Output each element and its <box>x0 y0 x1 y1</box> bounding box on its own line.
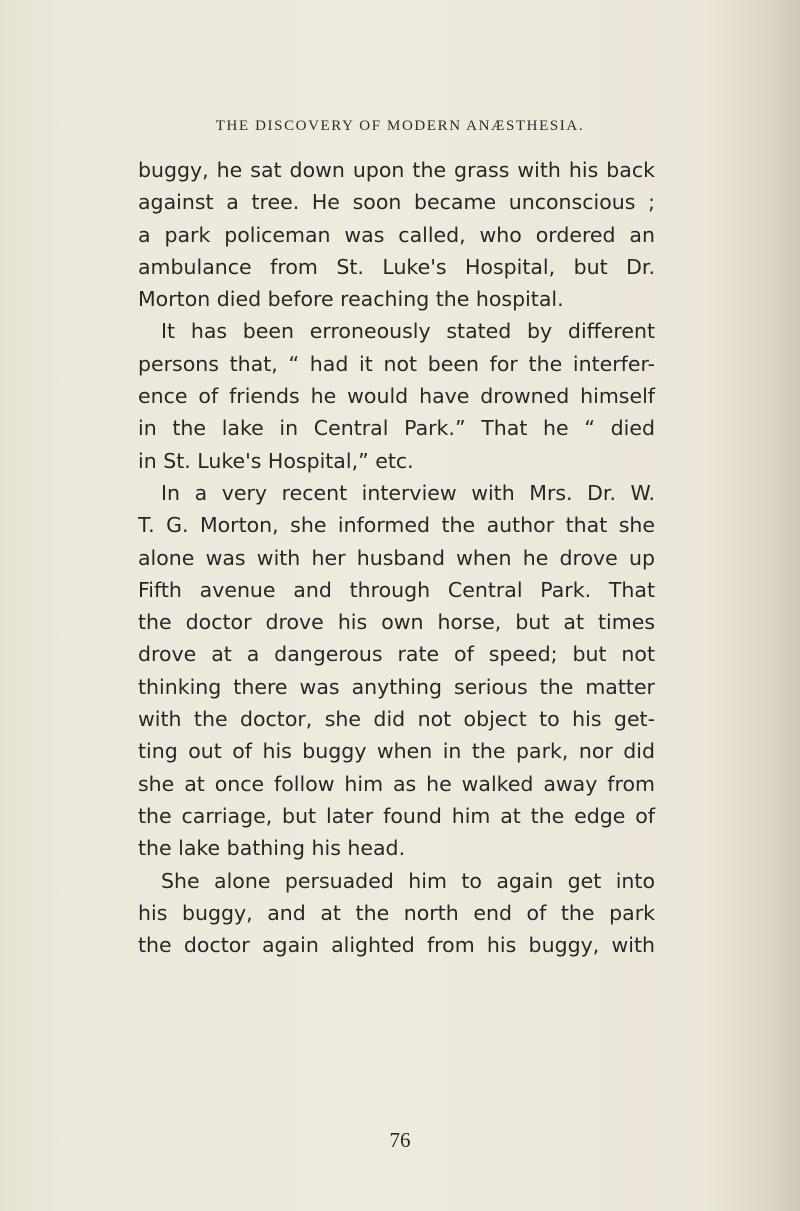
text-line: the doctor drove his own horse, but at times <box>138 610 655 635</box>
text-line: Morton died before reaching the hospital. <box>138 287 564 312</box>
running-head: THE DISCOVERY OF MODERN ANÆSTHESIA. <box>215 118 585 134</box>
text-line: buggy, he sat down upon the grass with his back <box>138 158 655 182</box>
text-line: persons that, “ had it not been for the interfer- <box>138 351 655 376</box>
text-line: his buggy, and at the north end of the park <box>138 900 655 925</box>
text-line: drove at a dangerous rate of speed; but not <box>138 642 655 667</box>
page-number: 76 <box>389 1128 411 1152</box>
text-line: in St. Luke's Hospital,” etc. <box>138 448 414 473</box>
body-text <box>138 154 655 961</box>
text-line: in the lake in Central Park.” That he “ died <box>138 416 655 441</box>
text-line: the doctor again alighted from his buggy, with <box>138 933 655 958</box>
text-line: the lake bathing his head. <box>138 836 406 861</box>
text-line: with the doctor, she did not object to his get- <box>138 707 655 732</box>
text-line: against a tree. He soon became unconscious ; <box>138 190 655 215</box>
text-line: In a very recent interview with Mrs. Dr. W. <box>161 480 655 505</box>
text-line: thinking there was anything serious the matter <box>138 674 655 699</box>
text-line: ambulance from St. Luke's Hospital, but Dr. <box>138 254 655 279</box>
text-line: ence of friends he would have drowned himself <box>138 384 655 409</box>
text-line: the carriage, but later found him at the edge of <box>138 803 655 828</box>
text-line: ting out of his buggy when in the park, nor did <box>138 739 655 764</box>
text-line: she at once follow him as he walked away from <box>138 771 655 796</box>
text-line: Fifth avenue and through Central Park. That <box>138 577 655 602</box>
text-line: It has been erroneously stated by different <box>161 319 655 344</box>
text-line: alone was with her husband when he drove up <box>138 545 655 570</box>
text-line: a park policeman was called, who ordered an <box>138 222 655 247</box>
text-line: T. G. Morton, she informed the author that she <box>138 513 655 538</box>
text-line: She alone persuaded him to again get into <box>161 868 655 893</box>
